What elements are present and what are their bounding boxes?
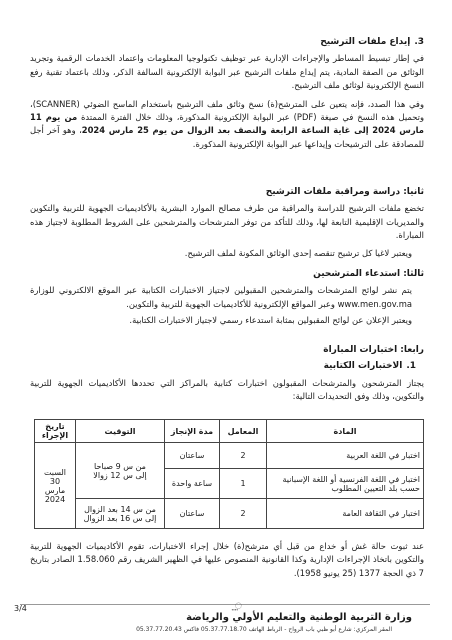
deposit-p2-start: وفي هذا الصدد، فإنه يتعين على المترشح(ة) نسخ وثائق ملف الترشيح باستخدام الماسح الضوئي (SCANNER)، وتحميل هذه النسخ في صيغة (PDF) عبر البوابة الإلكترونية المذكورة، وذلك خلال الفترة الممتدة [30, 98, 424, 123]
timing-morning-end: إلى س 12 زوالا [93, 470, 147, 480]
coef-general-culture: 2 [220, 499, 267, 529]
review-paragraph-1: تخضع ملفات الترشيح للدراسة والمراقبة من طرف مصالح الموارد البشرية بالأكاديميات الجهوية للتربية والتكوين والمديريات الإقليمية التابعة لها، وذلك للتأكد من توفر المترشحات والمترشحين على الشروط المطلوبة لاجتياز هذه المباراة. [30, 203, 424, 241]
deposit-paragraph-1: في إطار تبسيط المساطر والإجراءات الإدارية عبر توظيف تكنولوجيا المعلومات واعتماد الخدمات الرقمية وتجريد الوثائق من الصفة المادية، يتم إيداع ملفات الترشيح عبر البوابة الإلكترونية السالفة الذكر، وذلك باعتماد تقنية رفع النسخ الإلكترونية لوثائق ملف الترشيح. [30, 53, 424, 91]
timing-morning-start: من س 9 صباحا [94, 461, 146, 471]
table-row [35, 443, 424, 469]
col-date: تاريخ الإجراء [35, 420, 76, 443]
written-exams-heading [30, 360, 424, 373]
fraud-notice [30, 540, 424, 580]
timing-afternoon-end: إلى س 16 بعد الزوال [83, 513, 157, 523]
section-deposit-title: إيداع ملفات الترشيح [320, 37, 411, 47]
footer-ministry-name: وزارة التربية الوطنية والتعليم الأولي والرياضة [186, 612, 412, 623]
section-review-title: ثانيا: دراسة ومراقبة ملفات الترشيح [265, 187, 424, 197]
convocation-paragraph-1 [30, 284, 424, 311]
deposit-p2-end: ، وهو آخر أجل للمصادقة على الترشيحات وإيداعها عبر البوابة الإلكترونية المذكورة. [30, 125, 424, 149]
section-exams-title: رابعا: اختبارات المباراة [323, 345, 424, 355]
footer-divider [20, 604, 430, 605]
section-convocation [30, 268, 424, 328]
subject-arabic: اختبار في اللغة العربية [267, 443, 424, 469]
convocation-paragraph-2: ويعتبر الإعلان عن لوائح المقبولين بمثابة استدعاء رسمي لاجتياز الاختبارات الكتابية. [129, 315, 412, 326]
subject-foreign-language: اختبار في اللغة الفرنسية أو اللغة الإسبانية حسب بلد التعيين المطلوب [267, 469, 424, 499]
ministry-website-link[interactable]: www.men.gov.ma [337, 298, 412, 309]
exam-date [35, 443, 76, 529]
deposit-paragraph-2 [30, 98, 424, 152]
col-timing: التوقيت [76, 420, 165, 443]
coef-arabic: 2 [220, 443, 267, 469]
section-deposit [30, 36, 424, 151]
table-header-row [35, 420, 424, 443]
section-deposit-heading [30, 36, 424, 49]
timing-morning [76, 443, 165, 499]
duration-foreign-language: ساعة واحدة [165, 469, 220, 499]
written-exams-number: 1. [406, 361, 416, 372]
written-exams-title: الاختبارات الكتابية [323, 361, 403, 372]
page-number: 3/4 [14, 604, 27, 613]
fraud-notice-text: عند ثبوت حالة غش أو خداع من قبل أي مترشح(ة) خلال إجراء الاختبارات، تقوم الأكاديميات الجهوية للتربية والتكوين باتخاذ الإجراءات الإدارية وكذا القانونية المنصوص عليها في الظهير الشريف رقم 1.58.060 الصادر بتاريخ 7 ذي الحجة 1377 (25 يونيو 1958). [30, 541, 424, 578]
col-subject: المادة [267, 420, 424, 443]
timing-afternoon-start: من س 14 بعد الزوال [84, 504, 156, 514]
exams-paragraph-1: يجتاز المترشحون والمترشحات المقبولون اختبارات كتابية بالمراكز التي تحددها الأكاديميات الجهوية للتربية والتكوين، وذلك وفق التحديدات التالية: [30, 377, 424, 402]
coef-foreign-language: 1 [220, 469, 267, 499]
duration-arabic: ساعتان [165, 443, 220, 469]
section-convocation-title: ثالثا: استدعاء المترشحين [313, 269, 424, 279]
section-exams [30, 344, 424, 404]
convocation-p1-end: وعبر المواقع الإلكترونية للأكاديميات الجهوية للتربية والتكوين. [126, 298, 338, 309]
section-review [30, 186, 424, 260]
col-coefficient: المعامل [220, 420, 267, 443]
section-deposit-number: 3. [414, 37, 424, 47]
duration-general-culture: ساعتان [165, 499, 220, 529]
col-duration: مدة الإنجاز [165, 420, 220, 443]
exam-date-month: مارس 2024 [44, 485, 66, 504]
ministry-logo-icon: ⵿ [234, 602, 242, 612]
footer-address: المقر المركزي: شارع أبو ظبي باب الرواح - الرباط الهاتف 05.37.77.18.70 فاكس 05.37.77.20.43 [136, 626, 392, 633]
timing-afternoon [76, 499, 165, 529]
review-paragraph-2: ويعتبر لاغيا كل ترشيح تنقصه إحدى الوثائق المكونة لملف الترشيح. [184, 247, 412, 258]
deposit-deadline: من يوم 11 مارس 2024 إلى غاية الساعة الرابعة والنصف بعد الزوال من يوم 25 مارس 2024 [30, 112, 424, 136]
convocation-p1-start: يتم نشر لوائح المترشحات والمترشحين المقبولين لاجتياز الاختبارات الكتابية عبر الموقع الالكتروني للوزارة [30, 285, 412, 296]
exam-date-day: السبت 30 [43, 467, 67, 486]
table-row [35, 499, 424, 529]
exam-schedule-table [34, 419, 424, 529]
subject-general-culture: اختبار في الثقافة العامة [267, 499, 424, 529]
